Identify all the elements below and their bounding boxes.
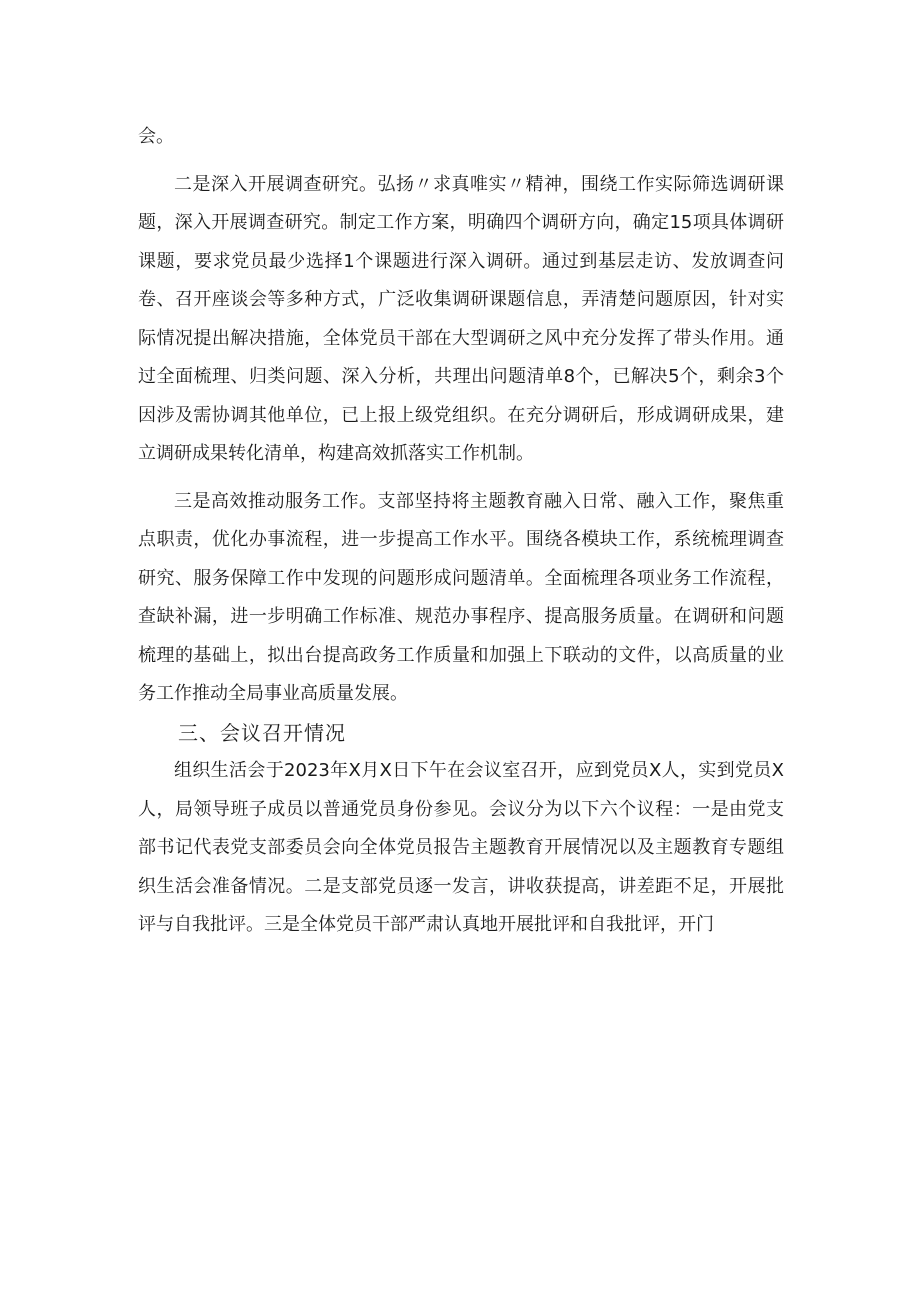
paragraph-meeting: 组织生活会于2023年X月X日下午在会议室召开，应到党员X人，实到党员X人，局领导班子成员以普通党员身份参见。会议分为以下六个议程：一是由党支部书记代表党支部委员会向全体党员报告主题教育开展情况以及主题教育专题组织生活会准备情况。二是支部党员逐一发言，讲收获提高，讲差距不足，开展批评与自我批评。三是全体党员干部严肃认真地开展批评和自我批评，开门 bbox=[138, 760, 784, 935]
document-body bbox=[138, 118, 784, 945]
paragraph-research: 二是深入开展调查研究。弘扬〃求真唯实〃精神，围绕工作实际筛选调研课题，深入开展调查研究。制定工作方案，明确四个调研方向，确定15项具体调研课题，要求党员最少选择1个课题进行深入调研。通过到基层走访、发放调查问卷、召开座谈会等多种方式，广泛收集调研课题信息，弄清楚问题原因，针对实际情况提出解决措施，全体党员干部在大型调研之风中充分发挥了带头作用。通过全面梳理、归类问题、深入分析，共理出问题清单8个，已解决5个，剩余3个因涉及需协调其他单位，已上报上级党组织。在充分调研后，形成调研成果，建立调研成果转化清单，构建高效抓落实工作机制。 bbox=[138, 173, 784, 464]
section-heading: 三、会议召开情况 bbox=[178, 720, 346, 745]
paragraph-continuation: 会。 bbox=[138, 126, 174, 147]
paragraph-service: 三是高效推动服务工作。支部坚持将主题教育融入日常、融入工作，聚焦重点职责，优化办事流程，进一步提高工作水平。围绕各模块工作，系统梳理调查研究、服务保障工作中发现的问题形成问题清单。全面梳理各项业务工作流程，查缺补漏，进一步明确工作标准、规范办事程序、提高服务质量。在调研和问题梳理的基础上，拟出台提高政务工作质量和加强上下联动的文件，以高质量的业务工作推动全局事业高质量发展。 bbox=[138, 490, 784, 704]
